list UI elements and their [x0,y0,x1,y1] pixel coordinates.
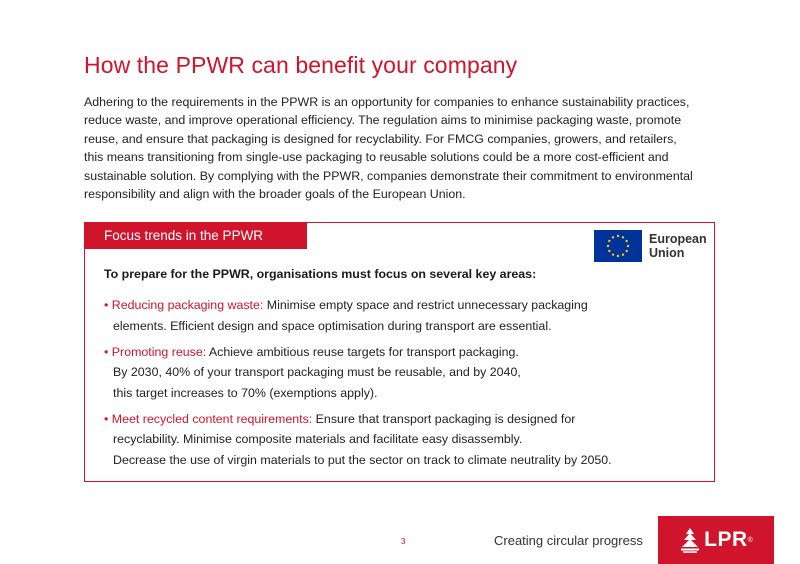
item-label: Promoting reuse: [111,344,207,359]
eu-label-line2: Union [649,246,685,260]
bullet-icon: • [104,411,109,426]
bullet-icon: • [104,298,109,312]
intro-line: sustainable solution. By complying with the PPWR, companies demonstrate their commitment to environmental [84,168,693,183]
list-item [104,295,704,336]
eu-star [612,253,614,255]
item-label: Reducing packaging waste: [111,298,264,312]
panel-tab-label: Focus trends in the PPWR [85,223,307,249]
intro-line: responsibility and align with the broader goals of the European Union. [84,187,466,202]
item-text: By 2030, 40% of your transport packaging must be reusable, and by 2040, [113,365,521,379]
eu-star [625,250,627,252]
eu-flag-icon [594,230,642,262]
item-text: Decrease the use of virgin materials to put the sector on track to climate neutrality by 2050. [113,452,612,467]
focus-trends-panel [84,222,715,482]
panel-lead: To prepare for the PPWR, organisations must focus on several key areas: [104,267,537,281]
intro-line: reduce waste, and improve operational efficiency. The regulation aims to minimise packaging waste, promote [84,113,682,128]
item-text: Ensure that transport packaging is designed for [312,411,576,426]
item-text: Achieve ambitious reuse targets for transport packaging. [206,344,519,359]
eu-star [612,236,614,238]
item-label: Meet recycled content requirements: [111,411,313,426]
intro-line: reuse, and ensure that packaging is designed for recyclability. For FMCG companies, growers, and retailers, [84,131,677,146]
eu-star [617,235,619,237]
page-number: 3 [401,537,406,546]
focus-list [104,295,704,476]
eu-star [622,253,624,255]
eu-star [617,255,619,257]
logo-text: LPR [704,528,748,551]
logo-registered: ® [747,536,753,544]
eu-star [625,240,627,242]
item-text: elements. Efficient design and space optimisation during transport are essential. [113,318,552,333]
lpr-logo [658,516,774,564]
eu-star [607,245,609,247]
eu-label-line1: European [649,232,707,246]
tree-icon [679,527,701,553]
eu-star [608,250,610,252]
item-text: this target increases to 70% (exemptions apply). [113,385,378,400]
page-title: How the PPWR can benefit your company [84,52,518,78]
item-text: Minimise empty space and restrict unnecessary packaging [263,298,588,312]
bullet-icon: • [104,344,109,359]
footer-tagline: Creating circular progress [494,533,643,548]
eu-label [649,232,707,260]
eu-logo [594,230,707,262]
eu-star [608,240,610,242]
list-item [104,409,704,471]
eu-star [622,236,624,238]
eu-star [627,245,629,247]
list-item [104,342,704,404]
intro-line: this means transitioning from single-use packaging to reusable solutions could be a more cost-efficient and [84,150,669,165]
intro-line: Adhering to the requirements in the PPWR is an opportunity for companies to enhance sustainability practices, [84,95,690,109]
intro-paragraph [84,93,714,203]
item-text: recyclability. Minimise composite materials and facilitate easy disassembly. [113,432,523,446]
